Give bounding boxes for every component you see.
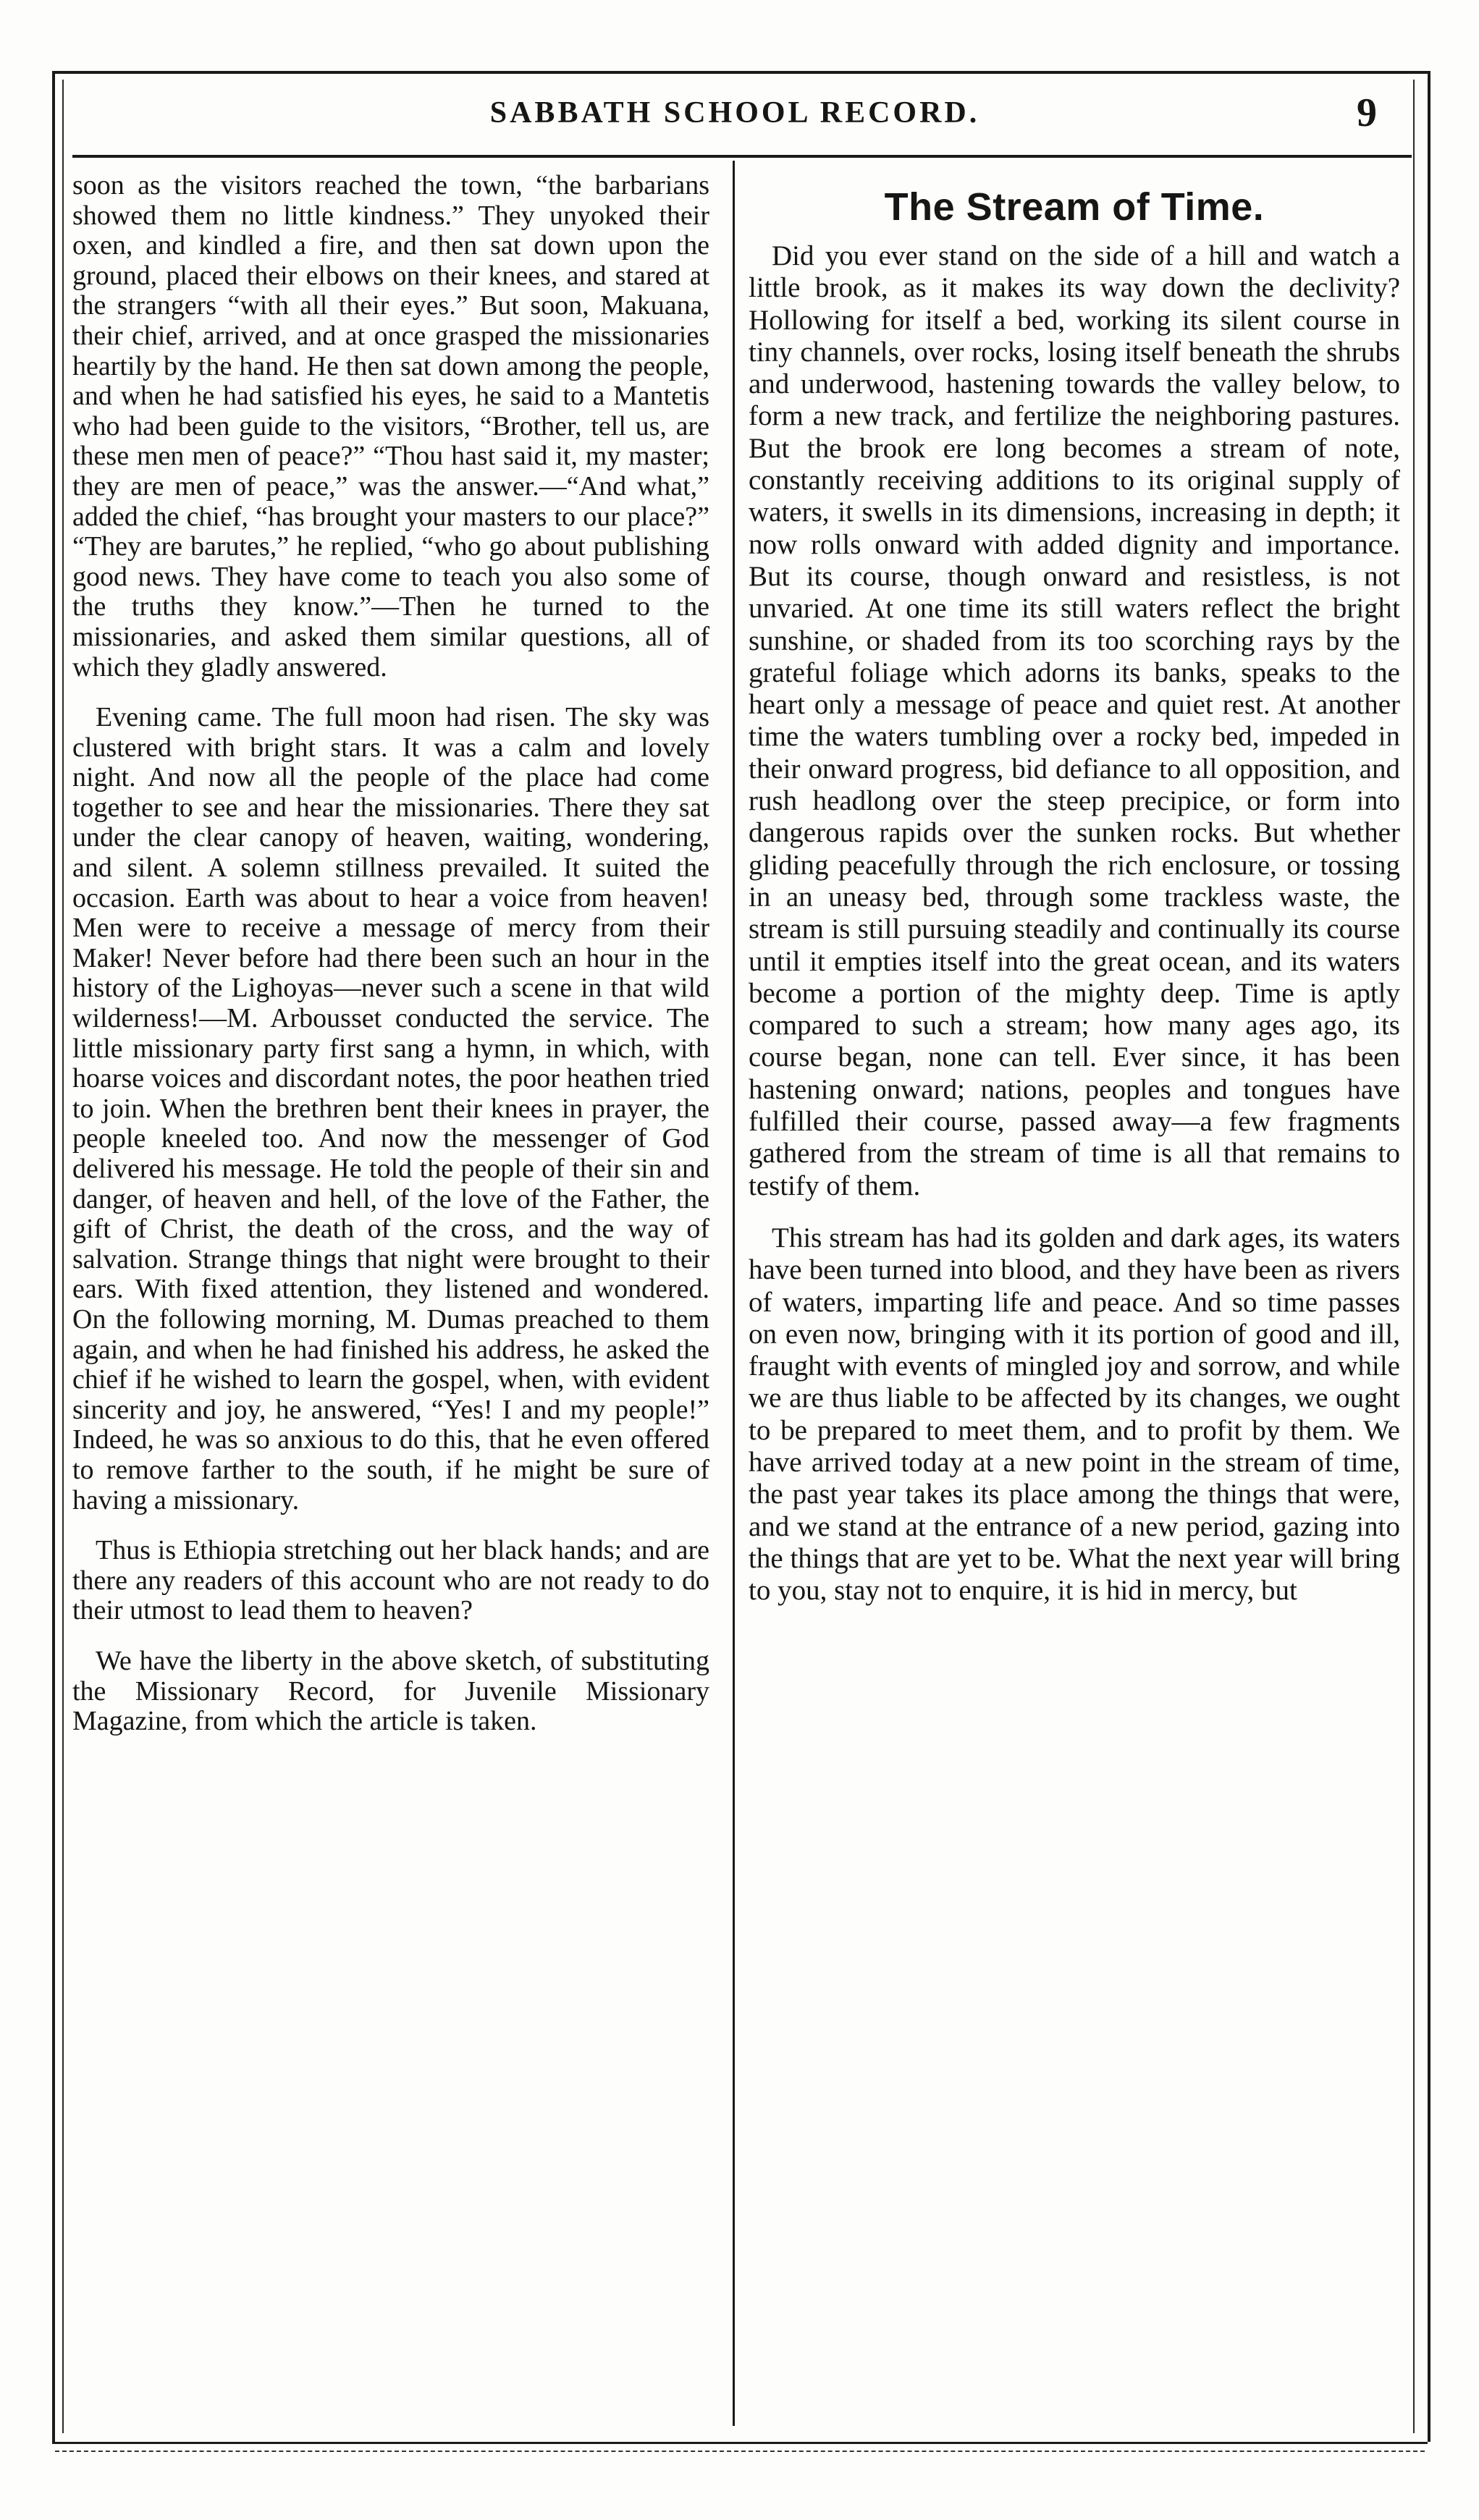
column-divider <box>733 161 735 2426</box>
article-title: The Stream of Time. <box>884 185 1265 229</box>
running-head <box>72 85 1397 151</box>
running-title: SABBATH SCHOOL RECORD. <box>489 96 980 130</box>
right-paragraph-2: This stream has had its golden and dark ages, its waters have been turned into blood, and they have been as rivers of waters, imparting life and peace. And so time passes on even now, bringing with it its portion of good and ill, fraught with events of mingled joy and sorrow, and while we are thus liable to be affected by its changes, we ought to be prepared to meet them, and to profit by them. We have arrived today at a new point in the stream of time, the past year takes its place among the things that were, and we stand at the entrance of a new period, gazing into the things that are yet to be. What the next year will bring to you, stay not to enquire, it is hid in mercy, but <box>749 1222 1400 1607</box>
left-paragraph-3: Thus is Ethiopia stretching out her black hands; and are there any readers of this account who are not ready to do their utmost to lead them to heaven? <box>72 1535 709 1626</box>
bottom-rule <box>52 2442 1428 2444</box>
page-number: 9 <box>1357 90 1377 135</box>
right-paragraph-1: Did you ever stand on the side of a hill and watch a little brook, as it makes its way down the declivity? Hollowing for itself a bed, working its silent course in tiny channels, over rocks, losing itself beneath the shrubs and underwood, hastening towards the valley below, to form a new track, and fertilize the neighboring pastures. But the brook ere long becomes a stream of note, constantly receiving additions to its original supply of waters, it swells in its dimensions, increasing in depth; it now rolls onward with added dignity and importance. But its course, though onward and resistless, is not unvaried. At one time its still waters reflect the bright sunshine, or shaded from its too scorching rays by the grateful foliage which adorns its banks, speaks to the heart only a message of peace and quiet rest. At another time the waters tumbling over a rocky bed, impeded in their onward progress, bid defiance to all opposition, and rush headlong over the steep precipice, or form into dangerous rapids over the sunken rocks. But whether gliding peacefully through the rich enclosure, or tossing in an uneasy bed, through some trackless waste, the stream is still pursuing steadily and continually its course until it empties itself into the great ocean, and its waters become a portion of the mighty deep. Time is aptly compared to such a stream; how many ages ago, its course began, none can tell. Ever since, it has been hastening onward; nations, peoples and tongues have fulfilled their course, passed away—a few fragments gathered from the stream of time is all that remains to testify of them. <box>749 240 1400 1201</box>
bottom-rule-dashed <box>55 2451 1425 2452</box>
left-paragraph-1: soon as the visitors reached the town, “the barbarians showed them no little kindness.” They unyoked their oxen, and kindled a fire, and then sat down upon the ground, placed their elbows on their knees, and stared at the strangers “with all their eyes.” But soon, Makuana, their chief, arrived, and at once grasped the missionaries heartily by the hand. He then sat down among the people, and when he had satisfied his eyes, he said to a Mantetis who had been guide to the visitors, “Brother, tell us, are these men men of peace?” “Thou hast said it, my master; they are men of peace,” was the answer.—“And what,” added the chief, “has brought your masters to our place?” “They are barutes,” he replied, “who go about publishing good news. They have come to teach you also some of the truths they know.”—Then he turned to the missionaries, and asked them similar questions, all of which they gladly answered. <box>72 171 709 682</box>
left-paragraph-4: We have the liberty in the above sketch, of substituting the Missionary Record, for Juvenile Missionary Magazine, from which the article is taken. <box>72 1645 709 1737</box>
left-paragraph-2: Evening came. The full moon had risen. The sky was clustered with bright stars. It was a calm and lovely night. And now all the people of the place had come together to see and hear the missionaries. There they sat under the clear canopy of heaven, waiting, wondering, and silent. A solemn stillness prevailed. It suited the occasion. Earth was about to hear a voice from heaven! Men were to receive a message of mercy from their Maker! Never before had there been such an hour in the history of the Lighoyas—never such a scene in that wild wilderness!—M. Arbousset conducted the service. The little missionary party first sang a hymn, in which, with hoarse voices and discordant notes, the poor heathen tried to join. When the brethren bent their knees in prayer, the people kneeled too. And now the messenger of God delivered his message. He told the people of their sin and danger, of heaven and hell, of the love of the Father, the gift of Christ, the death of the cross, and the way of salvation. Strange things that night were brought to their ears. With fixed attention, they listened and wondered. On the following morning, M. Dumas preached to them again, and when he had finished his address, he asked the chief if he wished to learn the gospel, when, with evident sincerity and joy, he answered, “Yes! I and my people!” Indeed, he was so anxious to do this, that he even offered to remove farther to the south, if he might be sure of having a missionary. <box>72 702 709 1515</box>
header-rule <box>72 155 1412 158</box>
right-column <box>749 171 1400 2429</box>
left-column <box>72 171 709 2429</box>
